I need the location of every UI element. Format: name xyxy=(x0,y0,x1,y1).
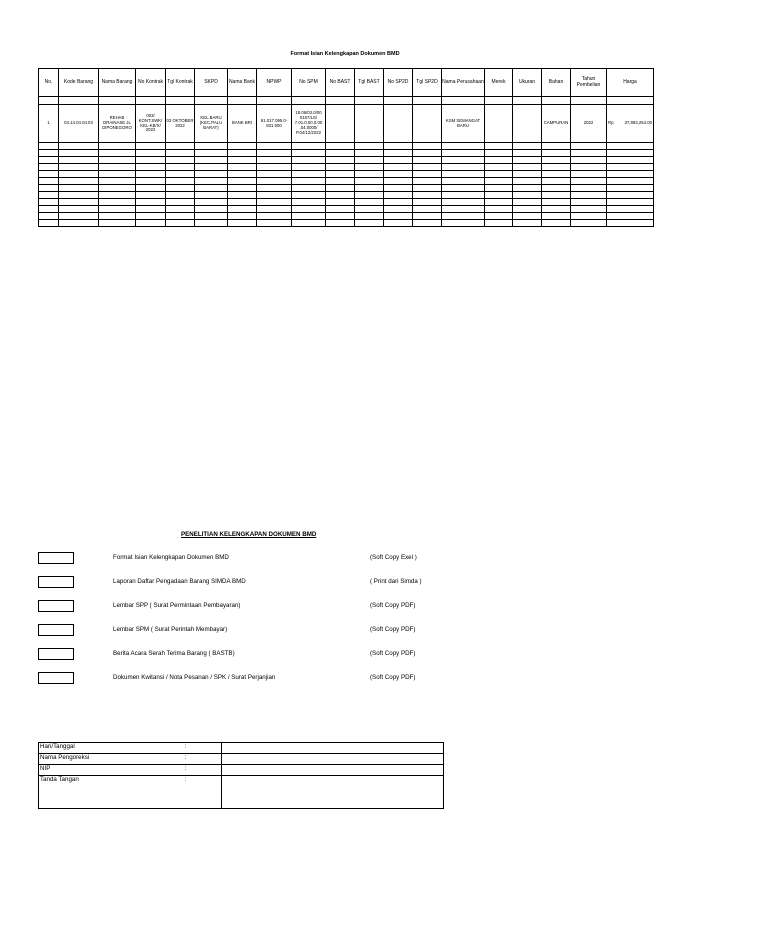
table-empty-row xyxy=(39,213,654,220)
column-header: Tgl BAST xyxy=(355,69,384,97)
checklist-title: PENELITIAN KELENGKAPAN DOKUMEN BMD xyxy=(181,531,317,538)
table-empty-row xyxy=(39,185,654,192)
checklist-format: (Soft Copy Exel ) xyxy=(370,554,417,561)
table-empty-row xyxy=(39,143,654,150)
cell-bahan: CAMPURAN xyxy=(542,105,571,143)
signature-row xyxy=(39,776,444,809)
table-empty-row xyxy=(39,157,654,164)
checklist-item xyxy=(38,624,538,637)
column-header: NPWP xyxy=(257,69,292,97)
checklist-label: Dokumen Kwitansi / Nota Pesanan / SPK / Surat Perjanjian xyxy=(113,674,276,681)
column-header: SKPD xyxy=(195,69,228,97)
checklist-checkbox[interactable] xyxy=(38,624,74,636)
checklist-item xyxy=(38,648,538,661)
cell-merek xyxy=(485,105,513,143)
cell-nama-barang: REHAB DRAINASE JL DIPONEGORO xyxy=(99,105,136,143)
checklist-checkbox[interactable] xyxy=(38,600,74,612)
checklist-checkbox[interactable] xyxy=(38,648,74,660)
checklist-format: (Soft Copy PDF) xyxy=(370,650,416,657)
cell-tgl-bast xyxy=(355,105,384,143)
signature-table xyxy=(38,742,444,809)
table-empty-row xyxy=(39,220,654,227)
column-header: Nama Perusahaan xyxy=(442,69,485,97)
signature-row xyxy=(39,754,444,765)
harga-prefix: Rp xyxy=(608,120,614,126)
table-empty-row xyxy=(39,206,654,213)
sign-colon: : xyxy=(184,776,222,809)
checklist-format: (Soft Copy PDF) xyxy=(370,626,416,633)
column-header: Kode Barang xyxy=(59,69,99,97)
column-header: No BAST xyxy=(326,69,355,97)
sign-label: Hari/Tanggal xyxy=(39,743,184,754)
sign-value-field[interactable] xyxy=(222,743,444,754)
checklist-item xyxy=(38,552,538,565)
checklist-format: ( Print dari Simda ) xyxy=(370,578,422,585)
cell-skpd: KEL.BARU (KEC.PALU BARAT) xyxy=(195,105,228,143)
checklist-checkbox[interactable] xyxy=(38,552,74,564)
table-row xyxy=(39,105,654,143)
column-header: Bahan xyxy=(542,69,571,97)
table-empty-row xyxy=(39,171,654,178)
column-header: No Kontrak xyxy=(136,69,166,97)
cell-no-kontrak: 003/ KONT.SWK/ KEL-KB/X/ 2022 xyxy=(136,105,166,143)
table-empty-row xyxy=(39,192,654,199)
cell-no-spm: 18.06/03.0/00 0167/LS/ 7.01.0.00.0.00 .04.0000/ P.04/12/2022 xyxy=(292,105,326,143)
checklist-item xyxy=(38,672,538,685)
dokumen-table xyxy=(38,68,654,227)
cell-tahun: 2022 xyxy=(571,105,607,143)
column-header: Merek xyxy=(485,69,513,97)
signature-row xyxy=(39,765,444,776)
column-header: Harga xyxy=(607,69,654,97)
column-header: Nama Bank xyxy=(228,69,257,97)
column-header: No SP2D xyxy=(384,69,413,97)
sign-value-field[interactable] xyxy=(222,765,444,776)
column-header: Tahun Pembelian xyxy=(571,69,607,97)
cell-no: 1 xyxy=(39,105,59,143)
table-empty-row xyxy=(39,150,654,157)
checklist-label: Berita Acara Serah Terima Barang ( BASTB) xyxy=(113,650,235,657)
cell-npwp: 61.017.095.0-831.000 xyxy=(257,105,292,143)
document-title: Format Isian Kelengkapan Dokumen BMD xyxy=(290,51,400,57)
table-empty-row xyxy=(39,178,654,185)
cell-nama-bank: BANK BRI xyxy=(228,105,257,143)
checklist-checkbox[interactable] xyxy=(38,672,74,684)
table-header-row xyxy=(39,69,654,97)
cell-no-sp2d xyxy=(384,105,413,143)
cell-kode-barang: 04.14.04.04.03 xyxy=(59,105,99,143)
checklist-item xyxy=(38,600,538,613)
column-header: Tgl SP2D xyxy=(413,69,442,97)
sign-colon: : xyxy=(184,765,222,776)
cell-tgl-kontrak: 03 OKTOBER 2022 xyxy=(166,105,195,143)
column-header: Nama Barang xyxy=(99,69,136,97)
harga-value: 37,893,254.00 xyxy=(624,120,652,126)
table-empty-row xyxy=(39,164,654,171)
table-spacer-row xyxy=(39,97,654,105)
sign-label: Nama Pengoreksi xyxy=(39,754,184,765)
cell-nama-perusahaan: KSM SEMANGAT BARU xyxy=(442,105,485,143)
column-header: No SPM xyxy=(292,69,326,97)
sign-label: Tanda Tangan xyxy=(39,776,184,809)
cell-harga xyxy=(607,105,654,143)
column-header: Tgl Kontrak xyxy=(166,69,195,97)
sign-colon: : xyxy=(184,743,222,754)
sign-value-field[interactable] xyxy=(222,776,444,809)
checklist-format: (Soft Copy PDF) xyxy=(370,674,416,681)
table-empty-row xyxy=(39,199,654,206)
checklist-item xyxy=(38,576,538,589)
checklist-label: Format Isian Kelengkapan Dokumen BMD xyxy=(113,554,229,561)
signature-row xyxy=(39,743,444,754)
column-header: Ukuran xyxy=(513,69,542,97)
checklist-checkbox[interactable] xyxy=(38,576,74,588)
column-header: No. xyxy=(39,69,59,97)
checklist-label: Laporan Daftar Pengadaan Barang SIMDA BMD xyxy=(113,578,246,585)
sign-label: NIP xyxy=(39,765,184,776)
cell-ukuran xyxy=(513,105,542,143)
checklist-label: Lembar SPM ( Surat Perintah Membayar) xyxy=(113,626,228,633)
sign-value-field[interactable] xyxy=(222,754,444,765)
checklist-format: (Soft Copy PDF) xyxy=(370,602,416,609)
sign-colon: : xyxy=(184,754,222,765)
cell-tgl-sp2d xyxy=(413,105,442,143)
cell-no-bast xyxy=(326,105,355,143)
checklist-label: Lembar SPP ( Surat Permintaan Pembayaran) xyxy=(113,602,241,609)
